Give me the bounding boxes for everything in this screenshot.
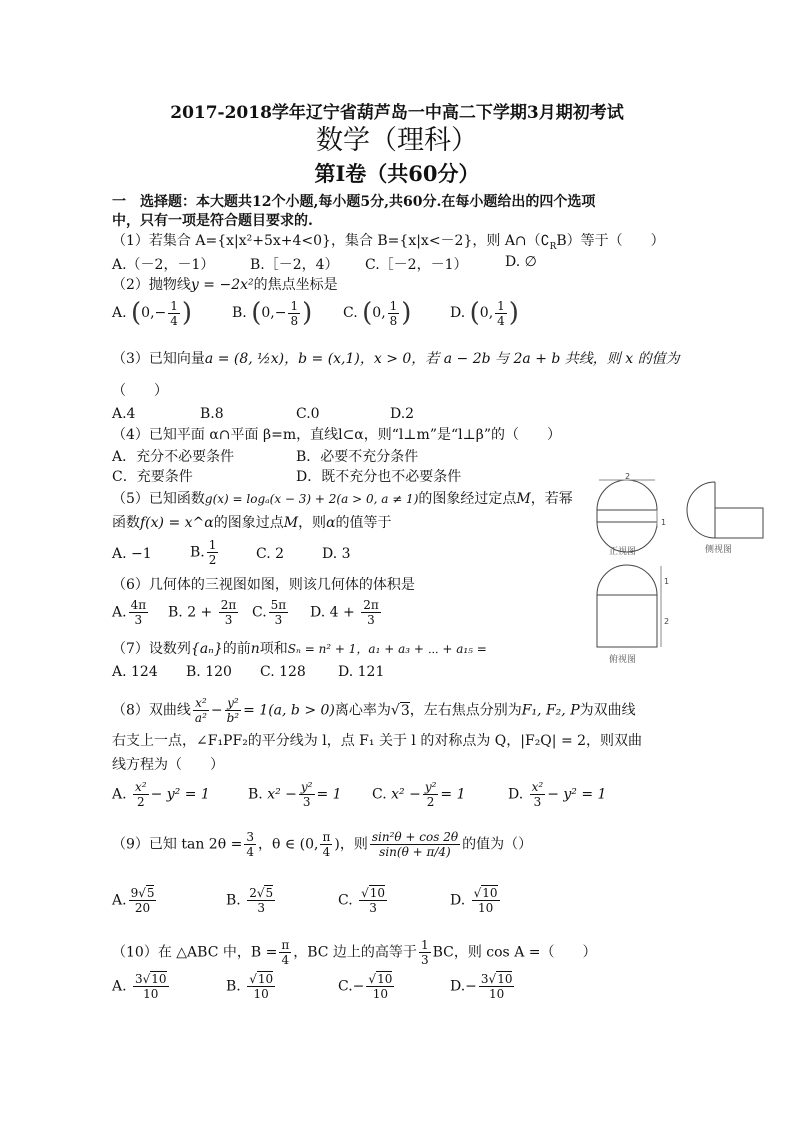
q6-option-a: A. $\frac{4\pi}{3}$	[112, 598, 147, 627]
question-1-stem: （1）若集合 A={x|x²+5x+4<0}，集合 B={x|x<－2}，则 $A\cap(∁_RB)$等于（ ）	[112, 233, 665, 252]
q6-option-c: C. $\frac{5\pi}{3}$	[252, 598, 287, 627]
question-4-stem: （4）已知平面 α∩平面 β=m，直线l⊂α，则“l⊥m”是“l⊥β”的（ ）	[112, 427, 562, 443]
question-8-line2: 右支上一点，∠F₁PF₂的平分线为 l，点 F₁ 关于 l 的对称点为 Q，|F₂Q| = 2，则双曲	[112, 733, 643, 749]
front-view-label: 正视图	[609, 547, 637, 557]
q2-option-c: C. (0, $\frac{1}{8}$ )	[343, 298, 412, 328]
subject-title: 数学（理科）	[316, 125, 478, 156]
q9-option-b: B. $\frac{2√5}{3}$	[226, 886, 274, 915]
q10-option-c: C.− $\frac{√10}{10}$	[338, 972, 393, 1001]
q1-option-a: A.（－2，－1）	[112, 257, 215, 273]
section-heading-line1: 一 选择题：本大题共12个小题,每小题5分,共60分.在每小题给出的四个选项	[112, 194, 596, 210]
question-9-stem: （9）已知 tan 2θ = $\frac{3}{4}$ ，θ ∈ (0, $\frac{\pi}{4}$ )，则 $\frac{\text{sin²θ + cos 2θ}}{\sin(\theta + \pi/4)}$ 的值为（）	[112, 830, 533, 859]
q2-option-a: A. (0,− $\frac{1}{4}$ )	[112, 298, 193, 328]
q7-option-a: A. 124	[112, 664, 158, 680]
q7-option-d: D. 121	[338, 664, 385, 680]
question-3-stem: （3）已知向量a = (8, ½x)，b = (x,1)，x > 0，若 a − 2b 与 2a + b 共线，则 x 的值为	[112, 351, 680, 367]
dim-label-top: 2	[625, 472, 631, 481]
q8-option-b: B. x² − $\frac{\text{y²}}{3}$ = 1	[248, 780, 342, 809]
three-view-figure	[585, 470, 775, 670]
q3-option-a: A.4	[112, 406, 136, 422]
q7-option-c: C. 128	[260, 664, 306, 680]
q3-option-b: B.8	[200, 406, 224, 422]
question-2-stem: （2）抛物线y = −2x²的焦点坐标是	[112, 277, 338, 293]
q9-option-d: D. $\frac{√10}{10}$	[450, 886, 498, 915]
q6-option-d: D. 4 + $\frac{2\pi}{3}$	[310, 598, 379, 627]
dim-label-mid: 1	[664, 577, 670, 586]
q1-option-c: C.［－2，－1）	[365, 257, 468, 273]
section-heading-line2: 中，只有一项是符合题目要求的.	[112, 213, 313, 229]
q3-option-c: C.0	[296, 406, 320, 422]
question-10-stem: （10）在 △ABC 中，B = $\frac{\pi}{4}$ ，BC 边上的高等于 $\frac{1}{3}$ BC，则 cos A =（ ）	[112, 938, 597, 967]
q1-option-d: D. ∅	[505, 254, 537, 270]
q8-option-c: C. x² − $\frac{\text{y²}}{2}$ = 1	[372, 780, 466, 809]
dim-label-bottom: 2	[664, 617, 670, 626]
q1-option-b: B.［－2，4）	[250, 257, 339, 273]
side-view	[687, 482, 763, 538]
front-view	[597, 480, 657, 552]
question-3-paren: （ ）	[112, 383, 168, 399]
volume-title: 第Ⅰ卷（共60分）	[314, 161, 480, 186]
q9-option-a: A. $\frac{9√5}{20}$	[112, 886, 155, 915]
q5-option-d: D. 3	[322, 546, 351, 562]
q8-option-a: A. $\frac{\text{x²}}{2}$ − y² = 1	[112, 780, 210, 809]
q2-option-d: D. (0, $\frac{1}{4}$ )	[450, 298, 519, 328]
side-view-label: 侧视图	[705, 545, 733, 555]
question-8-line3: 线方程为（ ）	[112, 757, 224, 773]
question-5-line2: 函数f(x) = x^α的图象过点M，则α的值等于	[112, 515, 392, 531]
q4-option-c: C．充要条件	[112, 469, 193, 485]
question-6-stem: （6）几何体的三视图如图，则该几何体的体积是	[112, 577, 415, 593]
q5-option-c: C. 2	[256, 546, 285, 562]
q6-option-b: B. 2 + $\frac{2\pi}{3}$	[168, 598, 237, 627]
q8-option-d: D. $\frac{\text{x²}}{3}$ − y² = 1	[508, 780, 607, 809]
q3-option-d: D.2	[390, 406, 415, 422]
q4-option-d: D．既不充分也不必要条件	[296, 469, 462, 485]
q2-option-b: B. (0,− $\frac{1}{8}$ )	[232, 298, 313, 328]
top-view	[597, 565, 661, 647]
q7-option-b: B. 120	[186, 664, 232, 680]
q10-option-a: A. $\frac{3√10}{10}$	[112, 972, 167, 1001]
q5-option-a: A. −1	[112, 546, 152, 562]
question-5-line1: （5）已知函数g(x) = logₐ(x − 3) + 2(a > 0, a ≠ 1)的图象经过定点M，若幂	[112, 491, 573, 507]
q10-option-d: D.− $\frac{3√10}{10}$	[450, 972, 513, 1001]
q4-option-a: A．充分不必要条件	[112, 449, 235, 465]
q4-option-b: B．必要不充分条件	[296, 449, 419, 465]
q5-option-b: B. $\frac{1}{2}$	[190, 538, 217, 567]
top-view-label: 俯视图	[609, 655, 637, 665]
dim-label-right: 1	[661, 518, 667, 527]
q10-option-b: B. $\frac{√10}{10}$	[226, 972, 274, 1001]
question-7-stem: （7）设数列{aₙ}的前n项和Sₙ = n² + 1，a₁ + a₃ + ⋯ + a₁₅ =	[112, 641, 487, 657]
question-8-line1: （8）双曲线 $\frac{\text{x²}}{\text{a²}}$ − $\frac{\text{y²}}{\text{b²}}$ = 1(a, b > 0)离心率为√3，左右焦点分别为F₁, F₂, P为双曲线	[112, 696, 636, 725]
exam-title: 2017-2018学年辽宁省葫芦岛一中高二下学期3月期初考试	[170, 103, 624, 123]
q9-option-c: C. $\frac{√10}{3}$	[338, 886, 386, 915]
